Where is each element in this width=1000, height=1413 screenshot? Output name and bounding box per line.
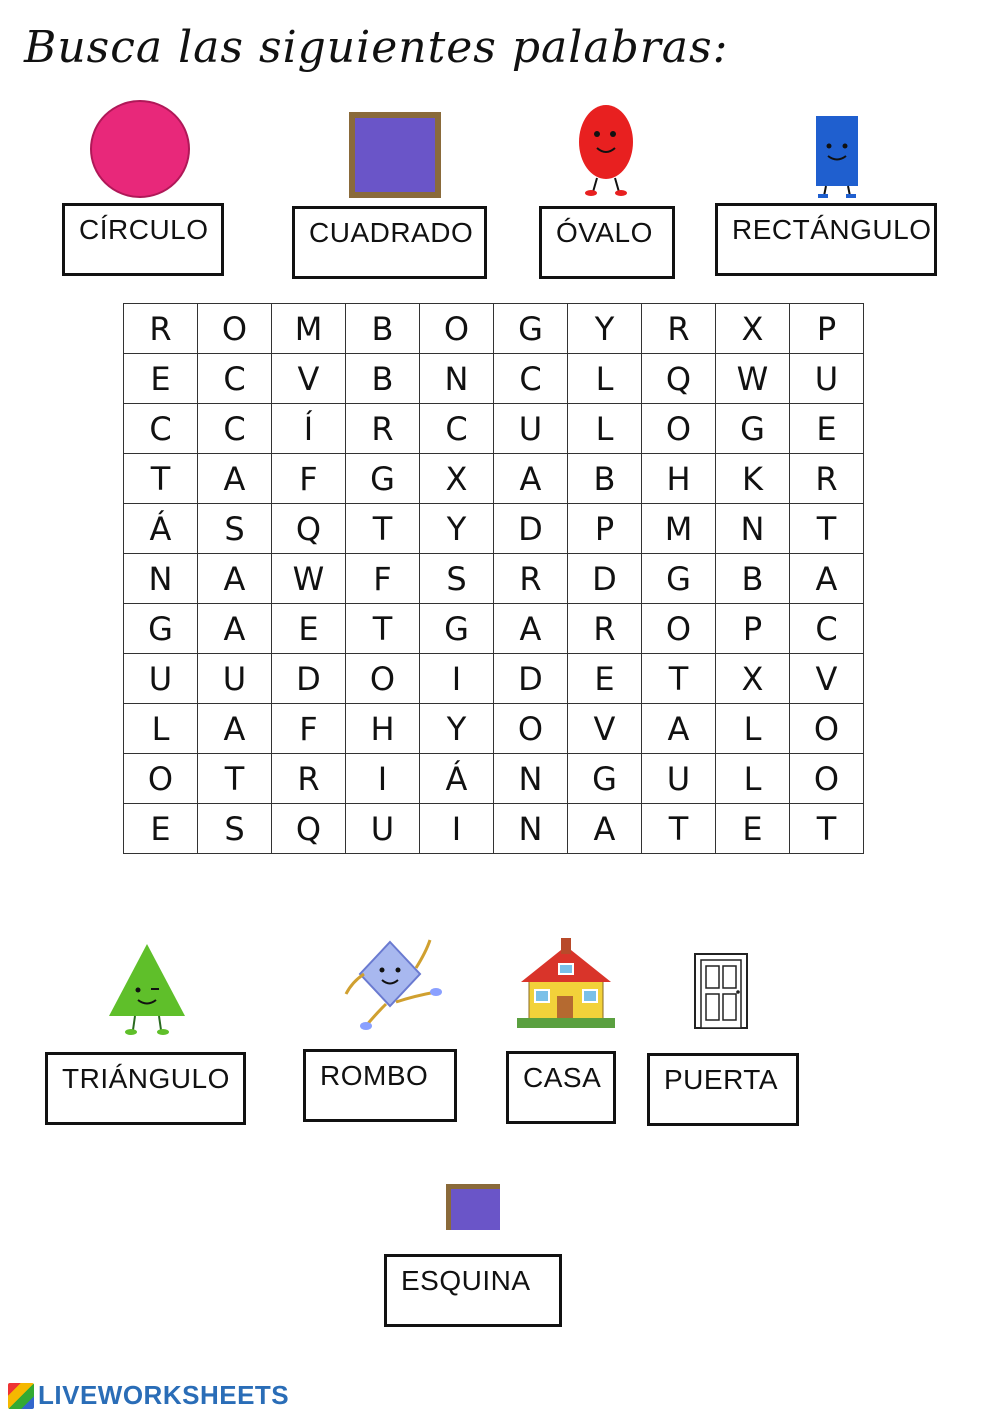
grid-cell[interactable]: O (790, 754, 864, 804)
grid-cell[interactable]: P (716, 604, 790, 654)
word-search-grid (123, 303, 864, 854)
grid-cell[interactable]: W (716, 354, 790, 404)
grid-cell[interactable]: C (198, 404, 272, 454)
grid-cell[interactable]: X (420, 454, 494, 504)
grid-cell[interactable]: T (790, 804, 864, 854)
triangle-character-icon (105, 940, 189, 1038)
grid-cell[interactable]: O (346, 654, 420, 704)
grid-cell[interactable]: Í (272, 404, 346, 454)
word-box-ovalo: ÓVALO (539, 206, 675, 279)
word-box-casa: CASA (506, 1051, 616, 1124)
rhombus-character-icon (340, 934, 442, 1032)
grid-cell[interactable]: A (198, 554, 272, 604)
liveworksheets-logo (8, 1380, 289, 1411)
grid-row (124, 554, 864, 604)
grid-cell[interactable]: X (716, 304, 790, 354)
grid-cell[interactable]: P (790, 304, 864, 354)
grid-cell[interactable]: C (198, 354, 272, 404)
circle-shape-icon (88, 98, 192, 200)
grid-cell[interactable]: R (568, 604, 642, 654)
grid-cell[interactable]: A (198, 704, 272, 754)
grid-cell[interactable]: A (568, 804, 642, 854)
grid-cell[interactable]: A (494, 604, 568, 654)
grid-cell[interactable]: F (272, 704, 346, 754)
grid-cell[interactable]: I (346, 754, 420, 804)
grid-cell[interactable]: V (568, 704, 642, 754)
grid-cell[interactable]: G (124, 604, 198, 654)
grid-cell[interactable]: M (272, 304, 346, 354)
grid-cell[interactable]: E (272, 604, 346, 654)
grid-cell[interactable]: R (494, 554, 568, 604)
grid-row (124, 704, 864, 754)
grid-cell[interactable]: R (272, 754, 346, 804)
grid-cell[interactable]: Á (420, 754, 494, 804)
grid-cell[interactable]: Y (568, 304, 642, 354)
grid-cell[interactable]: H (642, 454, 716, 504)
grid-cell[interactable]: F (272, 454, 346, 504)
grid-cell[interactable]: D (494, 654, 568, 704)
grid-row (124, 454, 864, 504)
grid-cell[interactable]: N (494, 804, 568, 854)
grid-cell[interactable]: G (568, 754, 642, 804)
word-box-esquina: ESQUINA (384, 1254, 562, 1327)
grid-cell[interactable]: S (198, 804, 272, 854)
grid-cell[interactable]: E (124, 354, 198, 404)
word-box-rectangulo: RECTÁNGULO (715, 203, 937, 276)
grid-cell[interactable]: O (420, 304, 494, 354)
page-title: Busca las siguientes palabras: (24, 22, 729, 73)
grid-cell[interactable]: G (346, 454, 420, 504)
grid-cell[interactable]: K (716, 454, 790, 504)
grid-cell[interactable]: U (198, 654, 272, 704)
oval-character-icon (575, 102, 637, 198)
grid-cell[interactable]: E (124, 804, 198, 854)
grid-cell[interactable]: L (716, 704, 790, 754)
square-shape-icon (347, 110, 443, 200)
grid-cell[interactable]: R (642, 304, 716, 354)
grid-cell[interactable]: R (346, 404, 420, 454)
grid-cell[interactable]: Á (124, 504, 198, 554)
grid-cell[interactable]: I (420, 654, 494, 704)
grid-cell[interactable]: O (642, 604, 716, 654)
grid-cell[interactable]: A (642, 704, 716, 754)
grid-cell[interactable]: Q (642, 354, 716, 404)
grid-cell[interactable]: V (272, 354, 346, 404)
grid-cell[interactable]: G (642, 554, 716, 604)
grid-cell[interactable]: D (494, 504, 568, 554)
grid-cell[interactable]: A (790, 554, 864, 604)
grid-cell[interactable]: B (346, 304, 420, 354)
grid-cell[interactable]: W (272, 554, 346, 604)
grid-cell[interactable]: E (568, 654, 642, 704)
footer-brand: LIVEWORKSHEETS (38, 1380, 290, 1410)
grid-cell[interactable]: I (420, 804, 494, 854)
grid-cell[interactable]: X (716, 654, 790, 704)
grid-cell[interactable]: R (790, 454, 864, 504)
grid-row (124, 354, 864, 404)
grid-cell[interactable]: O (790, 704, 864, 754)
grid-cell[interactable]: C (420, 404, 494, 454)
grid-row (124, 804, 864, 854)
grid-cell[interactable]: P (568, 504, 642, 554)
grid-row (124, 404, 864, 454)
grid-cell[interactable]: L (716, 754, 790, 804)
grid-cell[interactable]: E (716, 804, 790, 854)
grid-cell[interactable]: T (346, 504, 420, 554)
grid-cell[interactable]: T (790, 504, 864, 554)
grid-row (124, 504, 864, 554)
grid-cell[interactable]: N (716, 504, 790, 554)
grid-row (124, 754, 864, 804)
grid-cell[interactable]: A (494, 454, 568, 504)
word-box-rombo: ROMBO (303, 1049, 457, 1122)
grid-cell[interactable]: B (346, 354, 420, 404)
grid-cell[interactable]: H (346, 704, 420, 754)
grid-cell[interactable]: L (124, 704, 198, 754)
grid-cell[interactable]: T (198, 754, 272, 804)
grid-cell[interactable]: U (642, 754, 716, 804)
grid-cell[interactable]: T (642, 654, 716, 704)
grid-cell[interactable]: C (124, 404, 198, 454)
grid-cell[interactable]: T (346, 604, 420, 654)
grid-cell[interactable]: D (272, 654, 346, 704)
grid-cell[interactable]: S (198, 504, 272, 554)
grid-cell[interactable]: D (568, 554, 642, 604)
grid-cell[interactable]: M (642, 504, 716, 554)
grid-cell[interactable]: B (568, 454, 642, 504)
grid-cell[interactable]: O (124, 754, 198, 804)
grid-cell[interactable]: O (642, 404, 716, 454)
grid-cell[interactable]: S (420, 554, 494, 604)
grid-cell[interactable]: Y (420, 504, 494, 554)
door-icon (693, 952, 749, 1030)
grid-row (124, 654, 864, 704)
grid-cell[interactable]: T (124, 454, 198, 504)
word-box-circulo: CÍRCULO (62, 203, 224, 276)
grid-cell[interactable]: U (346, 804, 420, 854)
grid-cell[interactable]: N (124, 554, 198, 604)
grid-cell[interactable]: R (124, 304, 198, 354)
grid-cell[interactable]: A (198, 604, 272, 654)
grid-cell[interactable]: G (420, 604, 494, 654)
grid-cell[interactable]: C (790, 604, 864, 654)
grid-cell[interactable]: U (124, 654, 198, 704)
grid-cell[interactable]: Y (420, 704, 494, 754)
house-icon (517, 938, 615, 1028)
grid-cell[interactable]: G (716, 404, 790, 454)
grid-cell[interactable]: N (420, 354, 494, 404)
grid-cell[interactable]: F (346, 554, 420, 604)
grid-cell[interactable]: V (790, 654, 864, 704)
word-box-triangulo: TRIÁNGULO (45, 1052, 246, 1125)
square-corner-icon (446, 1184, 500, 1230)
grid-cell[interactable]: Q (272, 504, 346, 554)
grid-cell[interactable]: U (494, 404, 568, 454)
grid-cell[interactable]: N (494, 754, 568, 804)
grid-cell[interactable]: B (716, 554, 790, 604)
rectangle-character-icon (812, 112, 862, 200)
grid-cell[interactable]: L (568, 404, 642, 454)
grid-cell[interactable]: O (198, 304, 272, 354)
word-box-puerta: PUERTA (647, 1053, 799, 1126)
word-box-cuadrado: CUADRADO (292, 206, 487, 279)
grid-row (124, 604, 864, 654)
grid-cell[interactable]: C (494, 354, 568, 404)
grid-cell[interactable]: L (568, 354, 642, 404)
grid-row (124, 304, 864, 354)
grid-cell[interactable]: E (790, 404, 864, 454)
liveworksheets-logo-icon (8, 1383, 34, 1409)
grid-cell[interactable]: A (198, 454, 272, 504)
grid-cell[interactable]: G (494, 304, 568, 354)
grid-cell[interactable]: Q (272, 804, 346, 854)
grid-cell[interactable]: U (790, 354, 864, 404)
grid-cell[interactable]: T (642, 804, 716, 854)
grid-cell[interactable]: O (494, 704, 568, 754)
